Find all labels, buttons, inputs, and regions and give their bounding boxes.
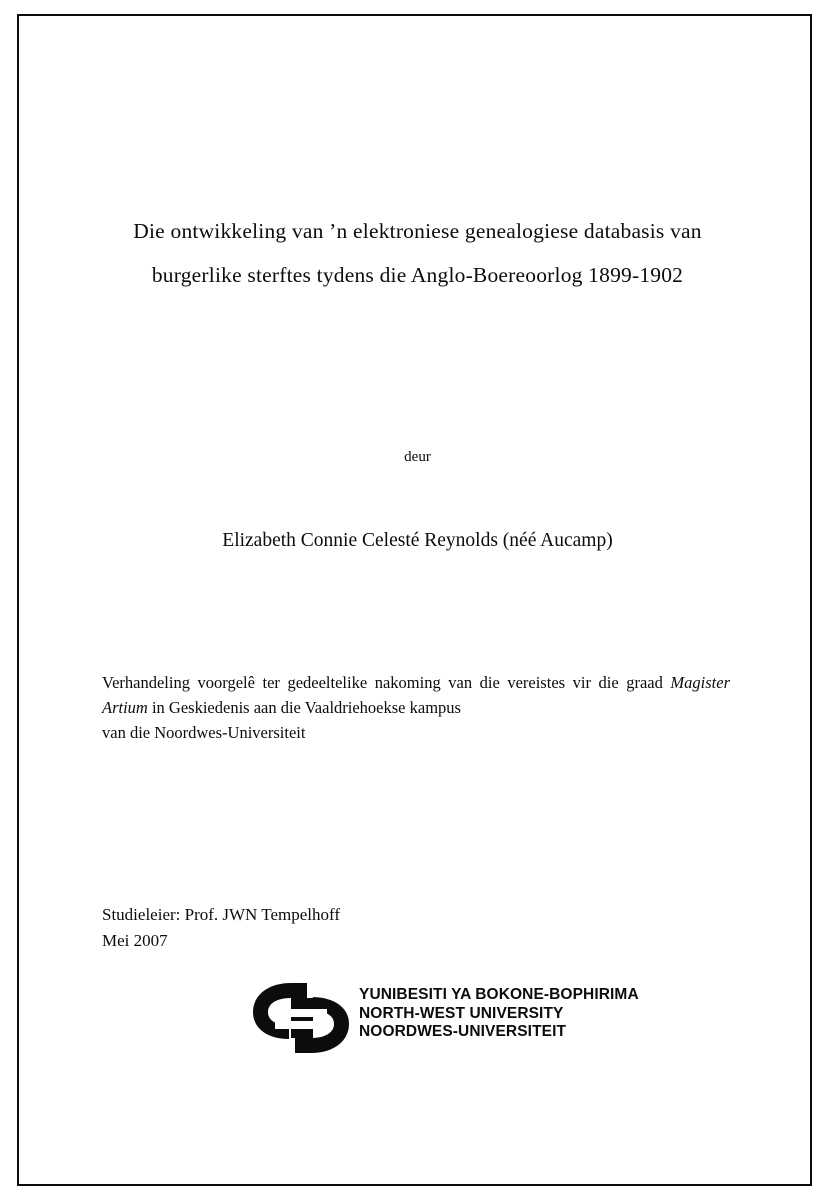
page-title — [95, 209, 740, 297]
university-logo-text — [359, 986, 639, 1042]
degree-name: Magister Artium — [102, 673, 730, 717]
logo-line-2: NORTH-WEST UNIVERSITY — [359, 1004, 564, 1022]
logo-line-3: NOORDWES-UNIVERSITEIT — [359, 1023, 567, 1040]
page-title-line-2: burgerlike sterftes tydens die Anglo-Boereoorlog 1899-1902 — [151, 263, 684, 287]
degree-statement-part3: van die Noordwes-Universiteit — [102, 723, 306, 742]
degree-statement-part2: in Geskiedenis aan die Vaaldriehoekse kampus — [147, 698, 461, 717]
author-name: Elizabeth Connie Celesté Reynolds (néé Aucamp) — [222, 530, 613, 551]
date-line: Mei 2007 — [102, 931, 168, 950]
supervisor-line: Studieleier: Prof. JWN Tempelhoff — [102, 905, 341, 924]
page-title-line-1: Die ontwikkeling van ’n elektroniese genealogiese databasis van — [133, 219, 702, 243]
university-logo — [247, 979, 667, 1059]
logo-line-1: YUNIBESITI YA BOKONE-BOPHIRIMA — [359, 986, 639, 1003]
nwu-logo-icon — [247, 979, 355, 1057]
degree-statement — [102, 670, 730, 745]
supervisor-block — [102, 902, 602, 954]
degree-statement-part1: Verhandeling voorgelê ter gedeeltelike nakoming van die vereistes vir die graad — [102, 673, 671, 692]
title-page-content — [95, 14, 740, 1186]
byline-label: deur — [404, 449, 431, 465]
